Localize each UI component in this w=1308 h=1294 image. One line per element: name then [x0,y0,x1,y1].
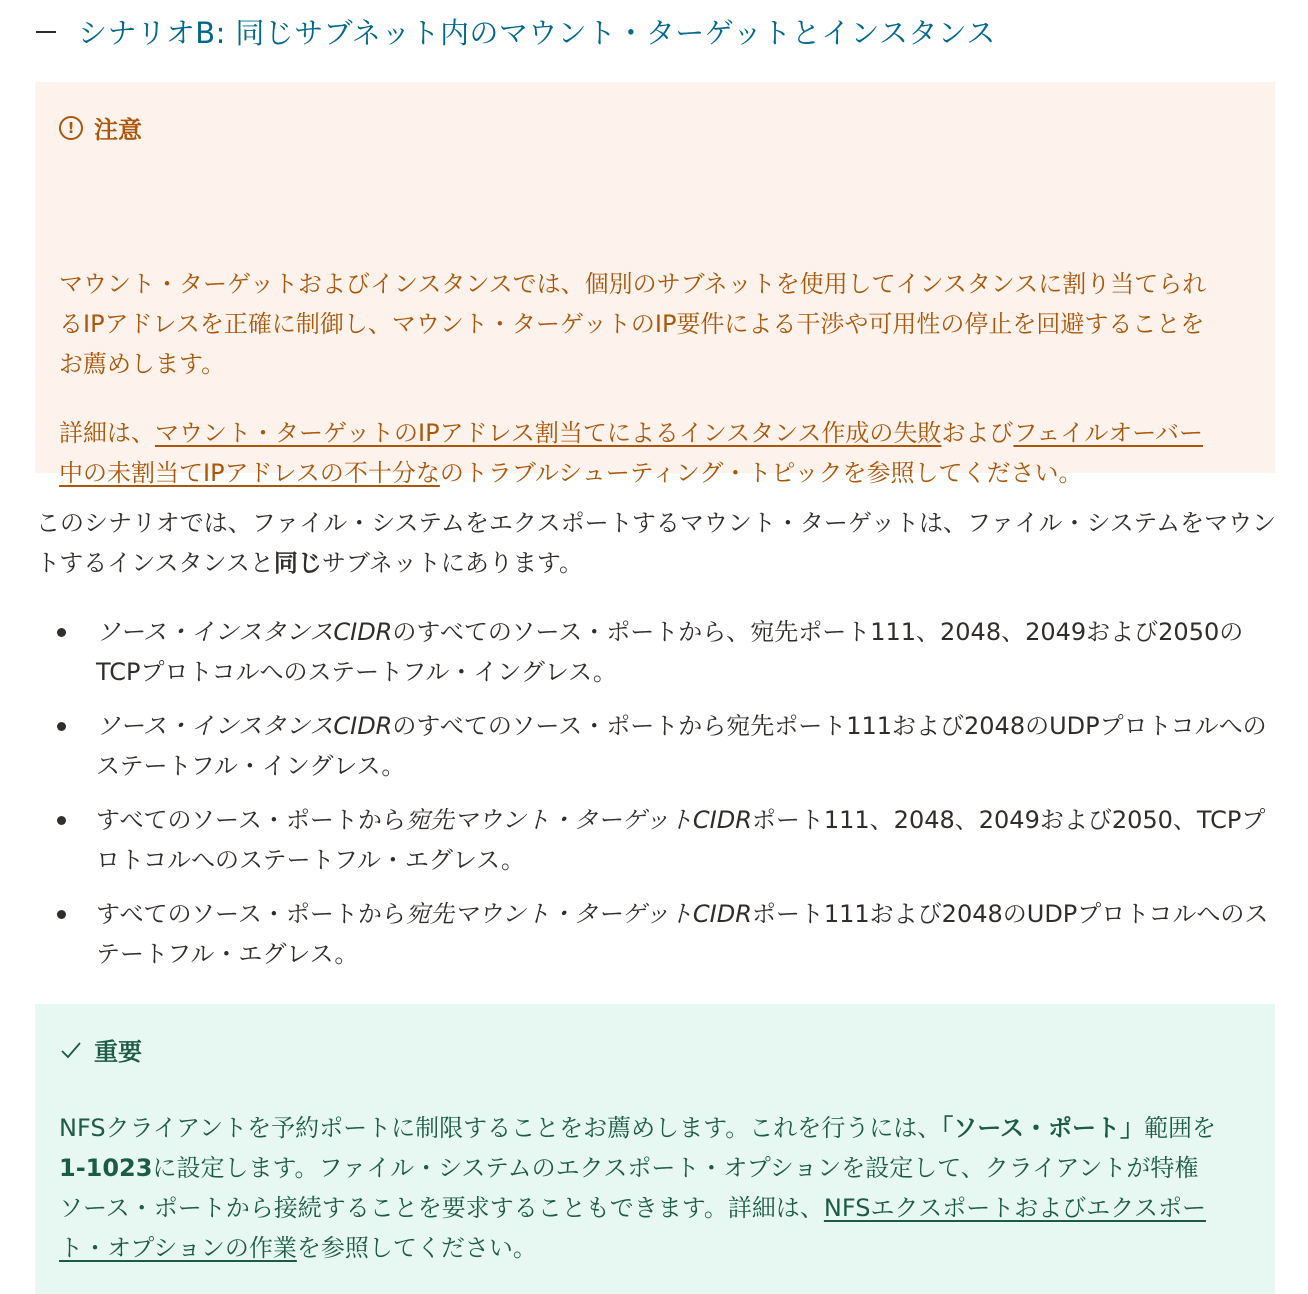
important-text-2: 範囲を [1144,1114,1217,1142]
list-item-text: のすべてのソース・ポートから宛先ポート111および2048のUDPプロトコルへのステートフル・イングレス。 [96,712,1267,780]
important-text-3: に設定します。ファイル・システムのエクスポート・オプションを設定して、クライアントが特権ソース・ポートから接続することを要求することもできます。詳細は、 [59,1154,1199,1222]
important-text-1: NFSクライアントを予約ポートに制限することをお薦めします。これを行うには、 [59,1114,942,1142]
note-detail-mid: および [941,419,1014,447]
note-callout [35,82,1275,487]
important-text-4: を参照してください。 [296,1234,537,1262]
list-item-prefix: すべてのソース・ポートから [96,900,406,928]
note-header [59,110,142,145]
intro-paragraph [36,503,1281,583]
bullet-icon [57,722,66,731]
important-bold-range: 1-1023 [59,1154,153,1182]
list-item-emphasis: ソース・インスタンスCIDR [96,712,393,740]
important-header [59,1032,142,1067]
section-title[interactable]: シナリオB: 同じサブネット内のマウント・ターゲットとインスタンス [78,15,996,50]
list-item [36,612,1281,692]
collapse-icon[interactable] [36,31,56,33]
note-title: 注意 [94,116,142,144]
intro-prefix: このシナリオでは、ファイル・システムをエクスポートするマウント・ターゲットは、ファイル・システムをマウントするインスタンスと [36,509,1277,577]
link-mount-target-ip-failure[interactable]: マウント・ターゲットのIPアドレス割当てによるインスタンス作成の失敗 [155,419,942,447]
note-detail [59,413,1219,493]
list-item-emphasis: ソース・インスタンスCIDR [96,618,393,646]
list-item-prefix: すべてのソース・ポートから [96,806,406,834]
list-item-text: ポート111、2048、2049および2050、TCPプロトコルへのステートフル・エグレス。 [96,806,1266,874]
bullet-icon [57,910,66,919]
list-item-emphasis: 宛先マウント・ターゲットCIDR [405,806,752,834]
important-body [59,1108,1219,1268]
list-item [36,706,1281,786]
list-item [36,894,1281,974]
bullet-icon [57,628,66,637]
link-nfs-export-options[interactable]: NFSエクスポートおよびエクスポート・オプションの作業 [59,1194,1206,1262]
list-item-emphasis: 宛先マウント・ターゲットCIDR [405,900,752,928]
note-detail-suffix: のトラブルシューティング・トピックを参照してください。 [439,459,1083,487]
section-heading[interactable] [36,8,1288,54]
list-item [36,800,1281,880]
rules-list [36,612,1281,988]
note-detail-prefix: 詳細は、 [59,419,155,447]
intro-bold: 同じ [273,549,322,577]
list-item-text: のすべてのソース・ポートから、宛先ポート111、2048、2049および2050のTCPプロトコルへのステートフル・イングレス。 [96,618,1244,686]
intro-suffix: サブネットにあります。 [321,549,583,577]
check-icon [59,1038,83,1062]
note-body: マウント・ターゲットおよびインスタンスでは、個別のサブネットを使用してインスタンスに割り当てられるIPアドレスを正確に制御し、マウント・ターゲットのIP要件による干渉や可用性の停止を回避することをお薦めします。 [59,270,1207,378]
link-failover-unassigned-ip[interactable]: フェイルオーバー中の未割当てIPアドレスの不十分な [59,419,1204,487]
important-title: 重要 [94,1038,142,1066]
bullet-icon [57,816,66,825]
important-callout [35,1004,1275,1294]
important-bold-source-port: 「ソース・ポート」 [941,1114,1145,1142]
alert-circle-icon: ! [59,116,83,140]
list-item-text: ポート111および2048のUDPプロトコルへのステートフル・エグレス。 [96,900,1269,968]
